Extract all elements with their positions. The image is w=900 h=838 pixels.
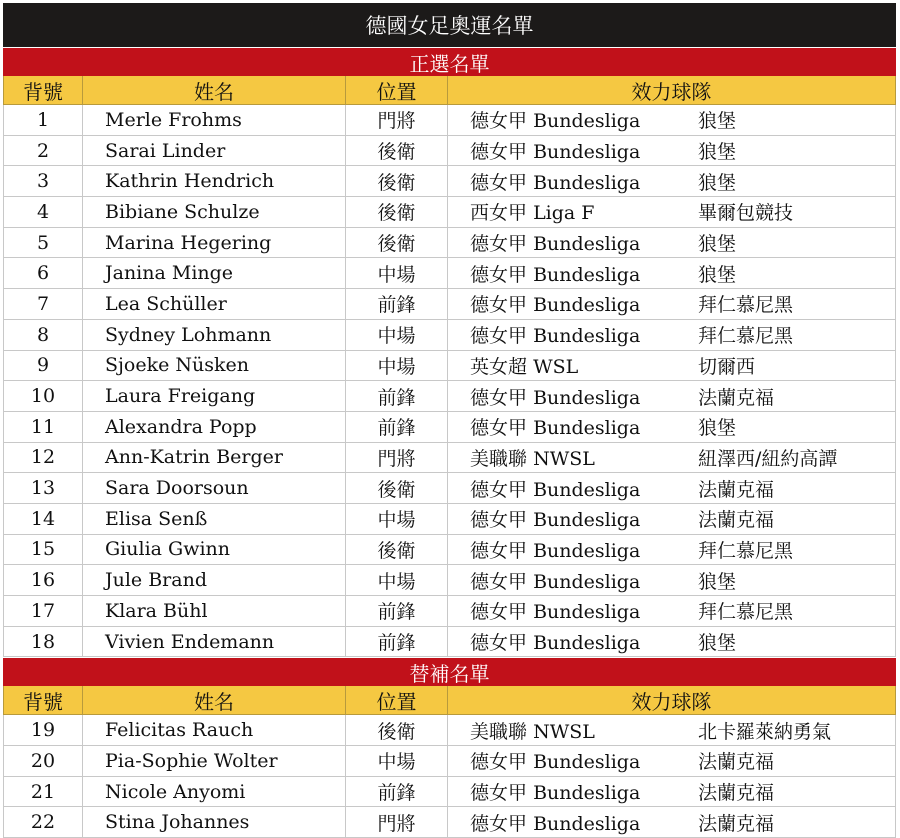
- player-number: 21: [3, 777, 83, 807]
- table-row: [3, 777, 896, 808]
- player-league-zh: 德女甲: [470, 141, 528, 164]
- player-league: [470, 106, 698, 133]
- player-team: 法蘭克福: [698, 782, 775, 805]
- table-row: [3, 473, 896, 504]
- player-league-zh: 德女甲: [470, 386, 528, 409]
- player-name: Sara Doorsoun: [83, 473, 346, 503]
- player-club: [448, 627, 896, 657]
- player-league: [470, 383, 698, 410]
- player-league-zh: 德女甲: [470, 812, 528, 835]
- player-league-zh: 美職聯: [470, 447, 528, 470]
- table-row: [3, 715, 896, 746]
- player-position: 前鋒: [346, 412, 448, 442]
- player-position: 中場: [346, 565, 448, 595]
- player-number: 17: [3, 596, 83, 626]
- player-club: [448, 258, 896, 288]
- player-league: [470, 717, 698, 744]
- player-name: Sjoeke Nüsken: [83, 351, 346, 381]
- player-league-zh: 德女甲: [470, 325, 528, 348]
- player-league-zh: 德女甲: [470, 263, 528, 286]
- player-position: 後衛: [346, 228, 448, 258]
- player-position: 後衛: [346, 535, 448, 565]
- player-league-en: Bundesliga: [533, 110, 641, 133]
- player-name: Sarai Linder: [83, 136, 346, 166]
- player-position: 後衛: [346, 715, 448, 745]
- roster-sections: [3, 47, 896, 838]
- player-number: 13: [3, 473, 83, 503]
- section-header: 正選名單: [3, 47, 896, 76]
- player-position: 前鋒: [346, 596, 448, 626]
- table-row: [3, 166, 896, 197]
- table-row: [3, 807, 896, 838]
- player-name: Felicitas Rauch: [83, 715, 346, 745]
- table-row: [3, 320, 896, 351]
- player-name: Kathrin Hendrich: [83, 166, 346, 196]
- player-league: [470, 809, 698, 836]
- table-row: [3, 136, 896, 167]
- player-league: [470, 628, 698, 655]
- player-name: Klara Bühl: [83, 596, 346, 626]
- player-league-en: Bundesliga: [533, 601, 641, 624]
- player-number: 7: [3, 289, 83, 319]
- column-header-number: 背號: [3, 686, 83, 714]
- player-club: [448, 807, 896, 837]
- player-league: [470, 168, 698, 195]
- player-name: Janina Minge: [83, 258, 346, 288]
- player-number: 9: [3, 351, 83, 381]
- player-position: 後衛: [346, 197, 448, 227]
- player-number: 14: [3, 504, 83, 534]
- player-team: 狼堡: [698, 417, 737, 440]
- player-number: 16: [3, 565, 83, 595]
- player-club: [448, 473, 896, 503]
- table-row: [3, 197, 896, 228]
- player-league-en: Bundesliga: [533, 782, 641, 805]
- player-club: [448, 443, 896, 473]
- table-row: [3, 627, 896, 658]
- player-name: Jule Brand: [83, 565, 346, 595]
- player-league-en: Bundesliga: [533, 263, 641, 286]
- roster-sheet: [3, 3, 896, 838]
- player-position: 前鋒: [346, 777, 448, 807]
- player-league-zh: 西女甲: [470, 202, 528, 225]
- table-row: [3, 535, 896, 566]
- player-number: 15: [3, 535, 83, 565]
- player-team: 狼堡: [698, 263, 737, 286]
- player-position: 中場: [346, 351, 448, 381]
- player-league-zh: 德女甲: [470, 417, 528, 440]
- player-club: [448, 777, 896, 807]
- player-league-en: Bundesliga: [533, 632, 641, 655]
- player-number: 11: [3, 412, 83, 442]
- player-team: 法蘭克福: [698, 478, 775, 501]
- player-league-en: Bundesliga: [533, 171, 641, 194]
- player-name: Lea Schüller: [83, 289, 346, 319]
- player-league-en: Bundesliga: [533, 509, 641, 532]
- player-name: Giulia Gwinn: [83, 535, 346, 565]
- player-league-en: Bundesliga: [533, 294, 641, 317]
- player-club: [448, 136, 896, 166]
- player-position: 前鋒: [346, 381, 448, 411]
- player-team: 狼堡: [698, 110, 737, 133]
- player-league: [470, 413, 698, 440]
- player-league-en: NWSL: [533, 447, 595, 470]
- player-club: [448, 746, 896, 776]
- player-number: 1: [3, 105, 83, 135]
- player-position: 門將: [346, 105, 448, 135]
- player-team: 狼堡: [698, 233, 737, 256]
- player-number: 18: [3, 627, 83, 657]
- player-name: Bibiane Schulze: [83, 197, 346, 227]
- player-league-zh: 德女甲: [470, 632, 528, 655]
- player-name: Sydney Lohmann: [83, 320, 346, 350]
- player-team: 切爾西: [698, 355, 756, 378]
- table-row: [3, 381, 896, 412]
- player-team: 法蘭克福: [698, 812, 775, 835]
- player-league: [470, 747, 698, 774]
- player-league: [470, 567, 698, 594]
- player-name: Vivien Endemann: [83, 627, 346, 657]
- player-league: [470, 597, 698, 624]
- table-row: [3, 412, 896, 443]
- player-league-zh: 德女甲: [470, 751, 528, 774]
- player-name: Laura Freigang: [83, 381, 346, 411]
- player-position: 後衛: [346, 136, 448, 166]
- player-number: 22: [3, 807, 83, 837]
- player-club: [448, 197, 896, 227]
- player-league-en: Bundesliga: [533, 233, 641, 256]
- player-league-zh: 德女甲: [470, 478, 528, 501]
- player-team: 紐澤西/紐約高譚: [698, 447, 838, 470]
- player-league-en: Liga F: [533, 202, 595, 225]
- player-number: 4: [3, 197, 83, 227]
- player-position: 後衛: [346, 166, 448, 196]
- player-position: 中場: [346, 320, 448, 350]
- player-name: Nicole Anyomi: [83, 777, 346, 807]
- table-row: [3, 596, 896, 627]
- player-number: 5: [3, 228, 83, 258]
- table-row: [3, 258, 896, 289]
- table-row: [3, 351, 896, 382]
- player-league-zh: 德女甲: [470, 294, 528, 317]
- player-league-en: Bundesliga: [533, 812, 641, 835]
- table-row: [3, 105, 896, 136]
- column-header-row: [3, 686, 896, 715]
- player-team: 狼堡: [698, 632, 737, 655]
- player-team: 法蘭克福: [698, 386, 775, 409]
- player-league-zh: 美職聯: [470, 720, 528, 743]
- table-row: [3, 565, 896, 596]
- player-league-zh: 英女超: [470, 355, 528, 378]
- player-team: 拜仁慕尼黑: [698, 601, 794, 624]
- player-team: 拜仁慕尼黑: [698, 539, 794, 562]
- player-club: [448, 715, 896, 745]
- player-league-en: WSL: [533, 355, 579, 378]
- player-team: 狼堡: [698, 570, 737, 593]
- player-name: Ann-Katrin Berger: [83, 443, 346, 473]
- player-position: 前鋒: [346, 627, 448, 657]
- player-league-zh: 德女甲: [470, 539, 528, 562]
- player-name: Merle Frohms: [83, 105, 346, 135]
- column-header-number: 背號: [3, 76, 83, 104]
- player-league: [470, 290, 698, 317]
- player-club: [448, 105, 896, 135]
- player-position: 後衛: [346, 473, 448, 503]
- player-club: [448, 381, 896, 411]
- player-club: [448, 504, 896, 534]
- player-name: Alexandra Popp: [83, 412, 346, 442]
- player-name: Marina Hegering: [83, 228, 346, 258]
- table-row: [3, 443, 896, 474]
- player-team: 畢爾包競技: [698, 202, 794, 225]
- player-position: 門將: [346, 807, 448, 837]
- player-league-zh: 德女甲: [470, 570, 528, 593]
- player-club: [448, 166, 896, 196]
- player-number: 2: [3, 136, 83, 166]
- player-league: [470, 475, 698, 502]
- player-league: [470, 198, 698, 225]
- player-position: 前鋒: [346, 289, 448, 319]
- player-league: [470, 778, 698, 805]
- player-number: 19: [3, 715, 83, 745]
- player-league-en: Bundesliga: [533, 325, 641, 348]
- player-league-en: NWSL: [533, 720, 595, 743]
- player-league-en: Bundesliga: [533, 539, 641, 562]
- column-header-name: 姓名: [83, 686, 346, 714]
- player-team: 法蘭克福: [698, 751, 775, 774]
- player-team: 狼堡: [698, 171, 737, 194]
- player-league: [470, 444, 698, 471]
- player-number: 12: [3, 443, 83, 473]
- player-league-zh: 德女甲: [470, 171, 528, 194]
- player-league-en: Bundesliga: [533, 141, 641, 164]
- player-league-en: Bundesliga: [533, 751, 641, 774]
- player-league-zh: 德女甲: [470, 233, 528, 256]
- player-position: 中場: [346, 746, 448, 776]
- table-row: [3, 504, 896, 535]
- player-club: [448, 412, 896, 442]
- roster-title: 德國女足奧運名單: [3, 3, 896, 47]
- table-row: [3, 228, 896, 259]
- player-league: [470, 505, 698, 532]
- player-league-en: Bundesliga: [533, 478, 641, 501]
- player-league-zh: 德女甲: [470, 782, 528, 805]
- player-team: 法蘭克福: [698, 509, 775, 532]
- player-number: 6: [3, 258, 83, 288]
- table-row: [3, 289, 896, 320]
- player-club: [448, 596, 896, 626]
- player-club: [448, 351, 896, 381]
- player-team: 狼堡: [698, 141, 737, 164]
- player-number: 20: [3, 746, 83, 776]
- column-header-name: 姓名: [83, 76, 346, 104]
- player-league: [470, 137, 698, 164]
- player-league-en: Bundesliga: [533, 386, 641, 409]
- player-league: [470, 229, 698, 256]
- player-number: 8: [3, 320, 83, 350]
- player-position: 門將: [346, 443, 448, 473]
- player-league-zh: 德女甲: [470, 110, 528, 133]
- player-league-zh: 德女甲: [470, 509, 528, 532]
- column-header-position: 位置: [346, 76, 448, 104]
- player-league: [470, 352, 698, 379]
- player-number: 3: [3, 166, 83, 196]
- player-position: 中場: [346, 258, 448, 288]
- player-club: [448, 565, 896, 595]
- player-league: [470, 260, 698, 287]
- column-header-position: 位置: [346, 686, 448, 714]
- section-header: 替補名單: [3, 657, 896, 686]
- player-name: Pia-Sophie Wolter: [83, 746, 346, 776]
- player-league-zh: 德女甲: [470, 601, 528, 624]
- player-team: 拜仁慕尼黑: [698, 325, 794, 348]
- player-team: 拜仁慕尼黑: [698, 294, 794, 317]
- player-club: [448, 228, 896, 258]
- column-header-club: 效力球隊: [448, 686, 896, 714]
- player-league-en: Bundesliga: [533, 570, 641, 593]
- player-position: 中場: [346, 504, 448, 534]
- player-club: [448, 320, 896, 350]
- player-league-en: Bundesliga: [533, 417, 641, 440]
- player-club: [448, 535, 896, 565]
- column-header-row: [3, 76, 896, 105]
- player-name: Elisa Senß: [83, 504, 346, 534]
- column-header-club: 效力球隊: [448, 76, 896, 104]
- player-league: [470, 536, 698, 563]
- player-name: Stina Johannes: [83, 807, 346, 837]
- player-team: 北卡羅萊納勇氣: [698, 720, 832, 743]
- player-league: [470, 321, 698, 348]
- table-row: [3, 746, 896, 777]
- player-number: 10: [3, 381, 83, 411]
- player-club: [448, 289, 896, 319]
